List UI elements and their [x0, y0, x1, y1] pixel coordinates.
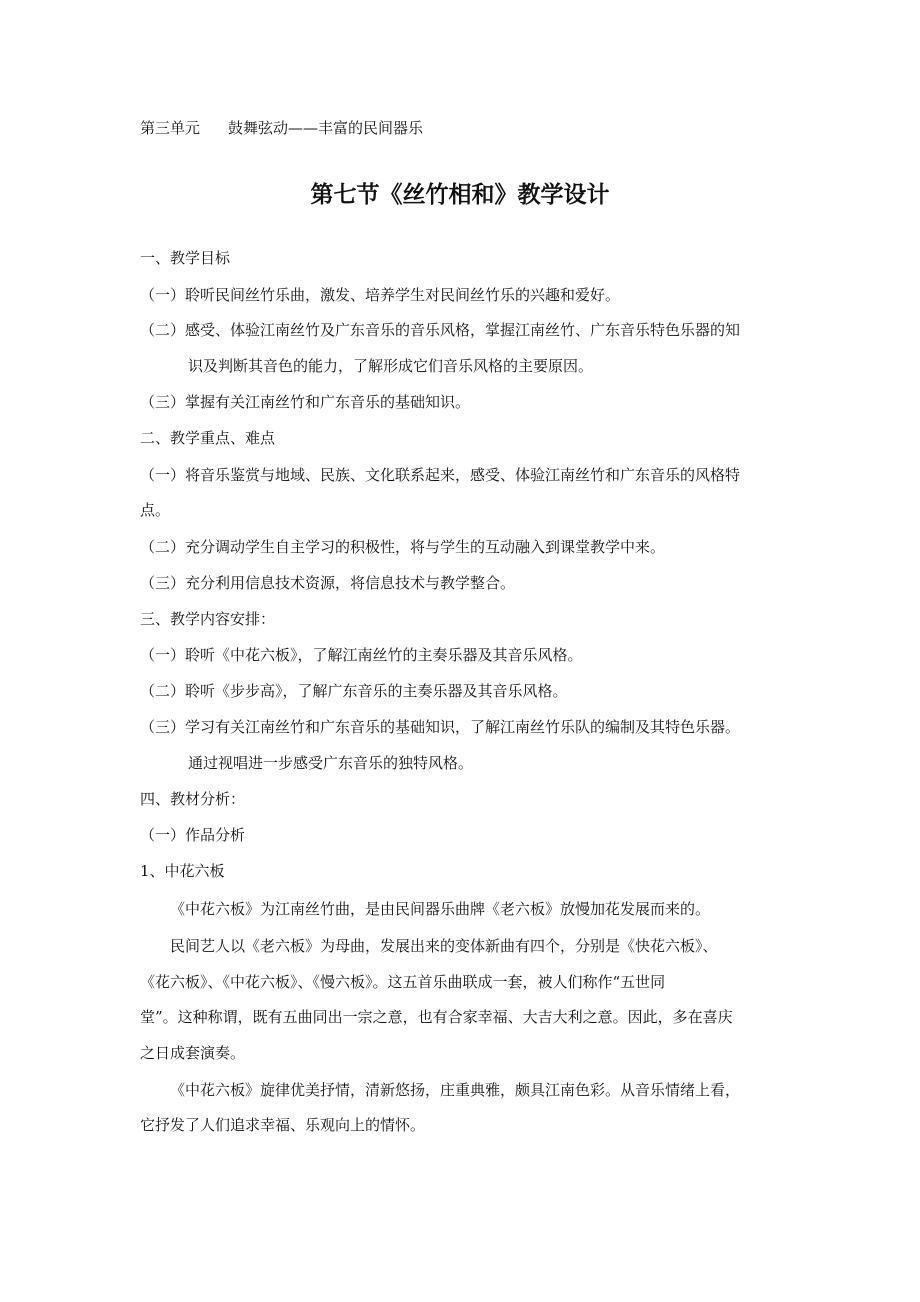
objective-2-line2: 识及判断其音色的能力，了解形成它们音乐风格的主要原因。 [188, 357, 594, 375]
paragraph-2-line3: 堂”。这种称谓，既有五曲同出一宗之意，也有合家幸福、大吉大利之意。因此，多在喜庆 [140, 1008, 733, 1026]
paragraph-3-line1: 《中花六板》旋律优美抒情，清新悠扬，庄重典雅，颇具江南色彩。从音乐情绪上看， [170, 1081, 741, 1099]
section-heading-key-points: 二、教学重点、难点 [140, 429, 276, 447]
unit-label: 第三单元 [140, 119, 201, 137]
arrangement-1: （一）聆听《中花六板》，了解江南丝竹的主奏乐器及其音乐风格。 [140, 646, 583, 664]
paragraph-3-line2: 它抒发了人们追求幸福、乐观向上的情怀。 [140, 1116, 426, 1134]
key-point-2: （二）充分调动学生自主学习的积极性，将与学生的互动融入到课堂教学中来。 [140, 538, 666, 556]
paragraph-1: 《中花六板》为江南丝竹曲，是由民间器乐曲牌《老六板》放慢加花发展而来的。 [170, 900, 711, 918]
arrangement-2: （二）聆听《步步高》，了解广东音乐的主奏乐器及其音乐风格。 [140, 682, 568, 700]
paragraph-2-line2: 《花六板》、《中花六板》、《慢六板》。这五首乐曲联成一套，被人们称作“五世同 [140, 973, 666, 991]
objective-2-line1: （二）感受、体验江南丝竹及广东音乐的音乐风格，掌握江南丝竹、广东音乐特色乐器的知 [140, 321, 741, 339]
document-title: 第七节《丝竹相和》教学设计 [310, 182, 610, 208]
unit-topic: 鼓舞弦动——丰富的民间器乐 [228, 119, 424, 137]
objective-1: （一）聆听民间丝竹乐曲，激发、培养学生对民间丝竹乐的兴趣和爱好。 [140, 286, 621, 304]
arrangement-3-line1: （三）学习有关江南丝竹和广东音乐的基础知识，了解江南丝竹乐队的编制及其特色乐器。 [140, 718, 741, 736]
key-point-3: （三）充分利用信息技术资源，将信息技术与教学整合。 [140, 574, 516, 592]
section-heading-arrangement: 三、教学内容安排： [140, 610, 276, 628]
arrangement-3-line2: 通过视唱进一步感受广东音乐的独特风格。 [188, 754, 474, 772]
item-heading-zhonghua-liuban: 1、中花六板 [140, 862, 225, 880]
section-heading-analysis: 四、教材分析： [140, 790, 246, 808]
key-point-1-line2: 点。 [140, 501, 171, 519]
key-point-1-line1: （一）将音乐鉴赏与地域、民族、文化联系起来，感受、体验江南丝竹和广东音乐的风格特 [140, 466, 741, 484]
paragraph-2-line1: 民间艺人以《老六板》为母曲，发展出来的变体新曲有四个，分别是《快花六板》、 [170, 937, 718, 955]
objective-3: （三）掌握有关江南丝竹和广东音乐的基础知识。 [140, 393, 471, 411]
unit-header [140, 118, 423, 138]
section-heading-objectives: 一、教学目标 [140, 249, 231, 267]
paragraph-2-line4: 之日成套演奏。 [140, 1044, 246, 1062]
subsection-work-analysis: （一）作品分析 [140, 826, 246, 844]
